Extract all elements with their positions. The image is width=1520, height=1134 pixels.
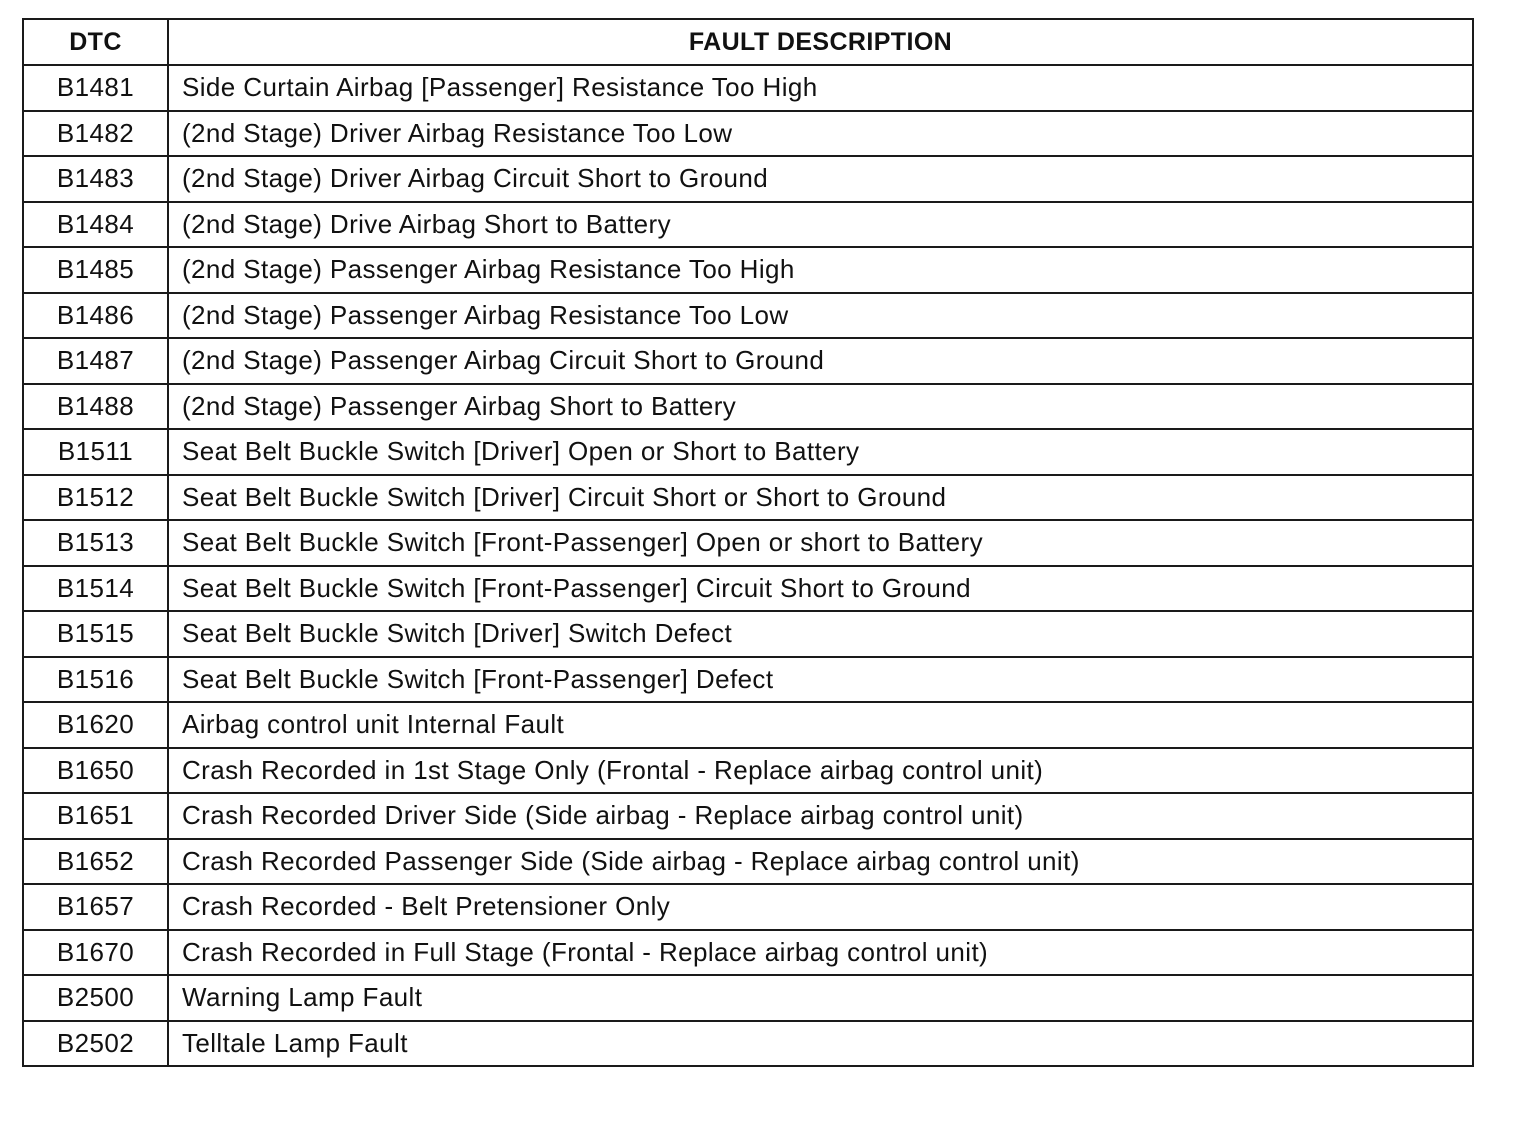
table-row xyxy=(23,338,1473,384)
table-row xyxy=(23,930,1473,976)
fault-description-cell: Seat Belt Buckle Switch [Front-Passenger] Open or short to Battery xyxy=(168,520,1473,566)
fault-description-cell: (2nd Stage) Drive Airbag Short to Battery xyxy=(168,202,1473,248)
table-body xyxy=(23,65,1473,1066)
fault-description-cell: Side Curtain Airbag [Passenger] Resistance Too High xyxy=(168,65,1473,111)
table-row xyxy=(23,156,1473,202)
dtc-code-cell: B1513 xyxy=(23,520,168,566)
dtc-code-cell: B1670 xyxy=(23,930,168,976)
table-row xyxy=(23,475,1473,521)
dtc-code-cell: B1514 xyxy=(23,566,168,612)
table-row xyxy=(23,65,1473,111)
table-row xyxy=(23,839,1473,885)
table-row xyxy=(23,793,1473,839)
dtc-code-cell: B1484 xyxy=(23,202,168,248)
table-row xyxy=(23,657,1473,703)
dtc-code-cell: B1488 xyxy=(23,384,168,430)
fault-description-cell: Seat Belt Buckle Switch [Driver] Open or Short to Battery xyxy=(168,429,1473,475)
table-row xyxy=(23,611,1473,657)
fault-description-cell: Crash Recorded Driver Side (Side airbag - Replace airbag control unit) xyxy=(168,793,1473,839)
dtc-code-cell: B1483 xyxy=(23,156,168,202)
column-header-fault-description: FAULT DESCRIPTION xyxy=(168,19,1473,65)
dtc-code-cell: B2502 xyxy=(23,1021,168,1067)
fault-description-cell: Seat Belt Buckle Switch [Driver] Switch Defect xyxy=(168,611,1473,657)
dtc-code-cell: B1485 xyxy=(23,247,168,293)
table-row xyxy=(23,429,1473,475)
table-row xyxy=(23,975,1473,1021)
table-row xyxy=(23,202,1473,248)
dtc-code-cell: B1481 xyxy=(23,65,168,111)
column-header-dtc: DTC xyxy=(23,19,168,65)
dtc-code-cell: B1652 xyxy=(23,839,168,885)
table-row xyxy=(23,293,1473,339)
table-row xyxy=(23,884,1473,930)
dtc-code-cell: B1620 xyxy=(23,702,168,748)
fault-description-cell: Seat Belt Buckle Switch [Front-Passenger] Circuit Short to Ground xyxy=(168,566,1473,612)
dtc-code-cell: B2500 xyxy=(23,975,168,1021)
dtc-code-cell: B1657 xyxy=(23,884,168,930)
fault-description-cell: (2nd Stage) Passenger Airbag Circuit Short to Ground xyxy=(168,338,1473,384)
table-header-row xyxy=(23,19,1473,65)
table-row xyxy=(23,111,1473,157)
fault-description-cell: Crash Recorded - Belt Pretensioner Only xyxy=(168,884,1473,930)
fault-description-cell: Crash Recorded Passenger Side (Side airbag - Replace airbag control unit) xyxy=(168,839,1473,885)
fault-description-cell: (2nd Stage) Driver Airbag Circuit Short to Ground xyxy=(168,156,1473,202)
fault-description-cell: (2nd Stage) Passenger Airbag Resistance Too Low xyxy=(168,293,1473,339)
fault-description-cell: Warning Lamp Fault xyxy=(168,975,1473,1021)
dtc-code-cell: B1486 xyxy=(23,293,168,339)
dtc-code-cell: B1512 xyxy=(23,475,168,521)
dtc-code-cell: B1650 xyxy=(23,748,168,794)
dtc-fault-table xyxy=(22,18,1474,1067)
table-row xyxy=(23,702,1473,748)
fault-description-cell: Crash Recorded in Full Stage (Frontal - Replace airbag control unit) xyxy=(168,930,1473,976)
fault-description-cell: Seat Belt Buckle Switch [Driver] Circuit Short or Short to Ground xyxy=(168,475,1473,521)
fault-description-cell: Airbag control unit Internal Fault xyxy=(168,702,1473,748)
table-row xyxy=(23,748,1473,794)
table-row xyxy=(23,520,1473,566)
dtc-code-cell: B1482 xyxy=(23,111,168,157)
dtc-code-cell: B1487 xyxy=(23,338,168,384)
dtc-code-cell: B1511 xyxy=(23,429,168,475)
table-row xyxy=(23,384,1473,430)
dtc-code-cell: B1651 xyxy=(23,793,168,839)
fault-description-cell: (2nd Stage) Passenger Airbag Resistance Too High xyxy=(168,247,1473,293)
fault-description-cell: Telltale Lamp Fault xyxy=(168,1021,1473,1067)
dtc-code-cell: B1515 xyxy=(23,611,168,657)
dtc-code-cell: B1516 xyxy=(23,657,168,703)
fault-description-cell: (2nd Stage) Driver Airbag Resistance Too Low xyxy=(168,111,1473,157)
fault-description-cell: Seat Belt Buckle Switch [Front-Passenger] Defect xyxy=(168,657,1473,703)
table-row xyxy=(23,247,1473,293)
table-row xyxy=(23,566,1473,612)
fault-description-cell: Crash Recorded in 1st Stage Only (Frontal - Replace airbag control unit) xyxy=(168,748,1473,794)
table-row xyxy=(23,1021,1473,1067)
fault-description-cell: (2nd Stage) Passenger Airbag Short to Battery xyxy=(168,384,1473,430)
